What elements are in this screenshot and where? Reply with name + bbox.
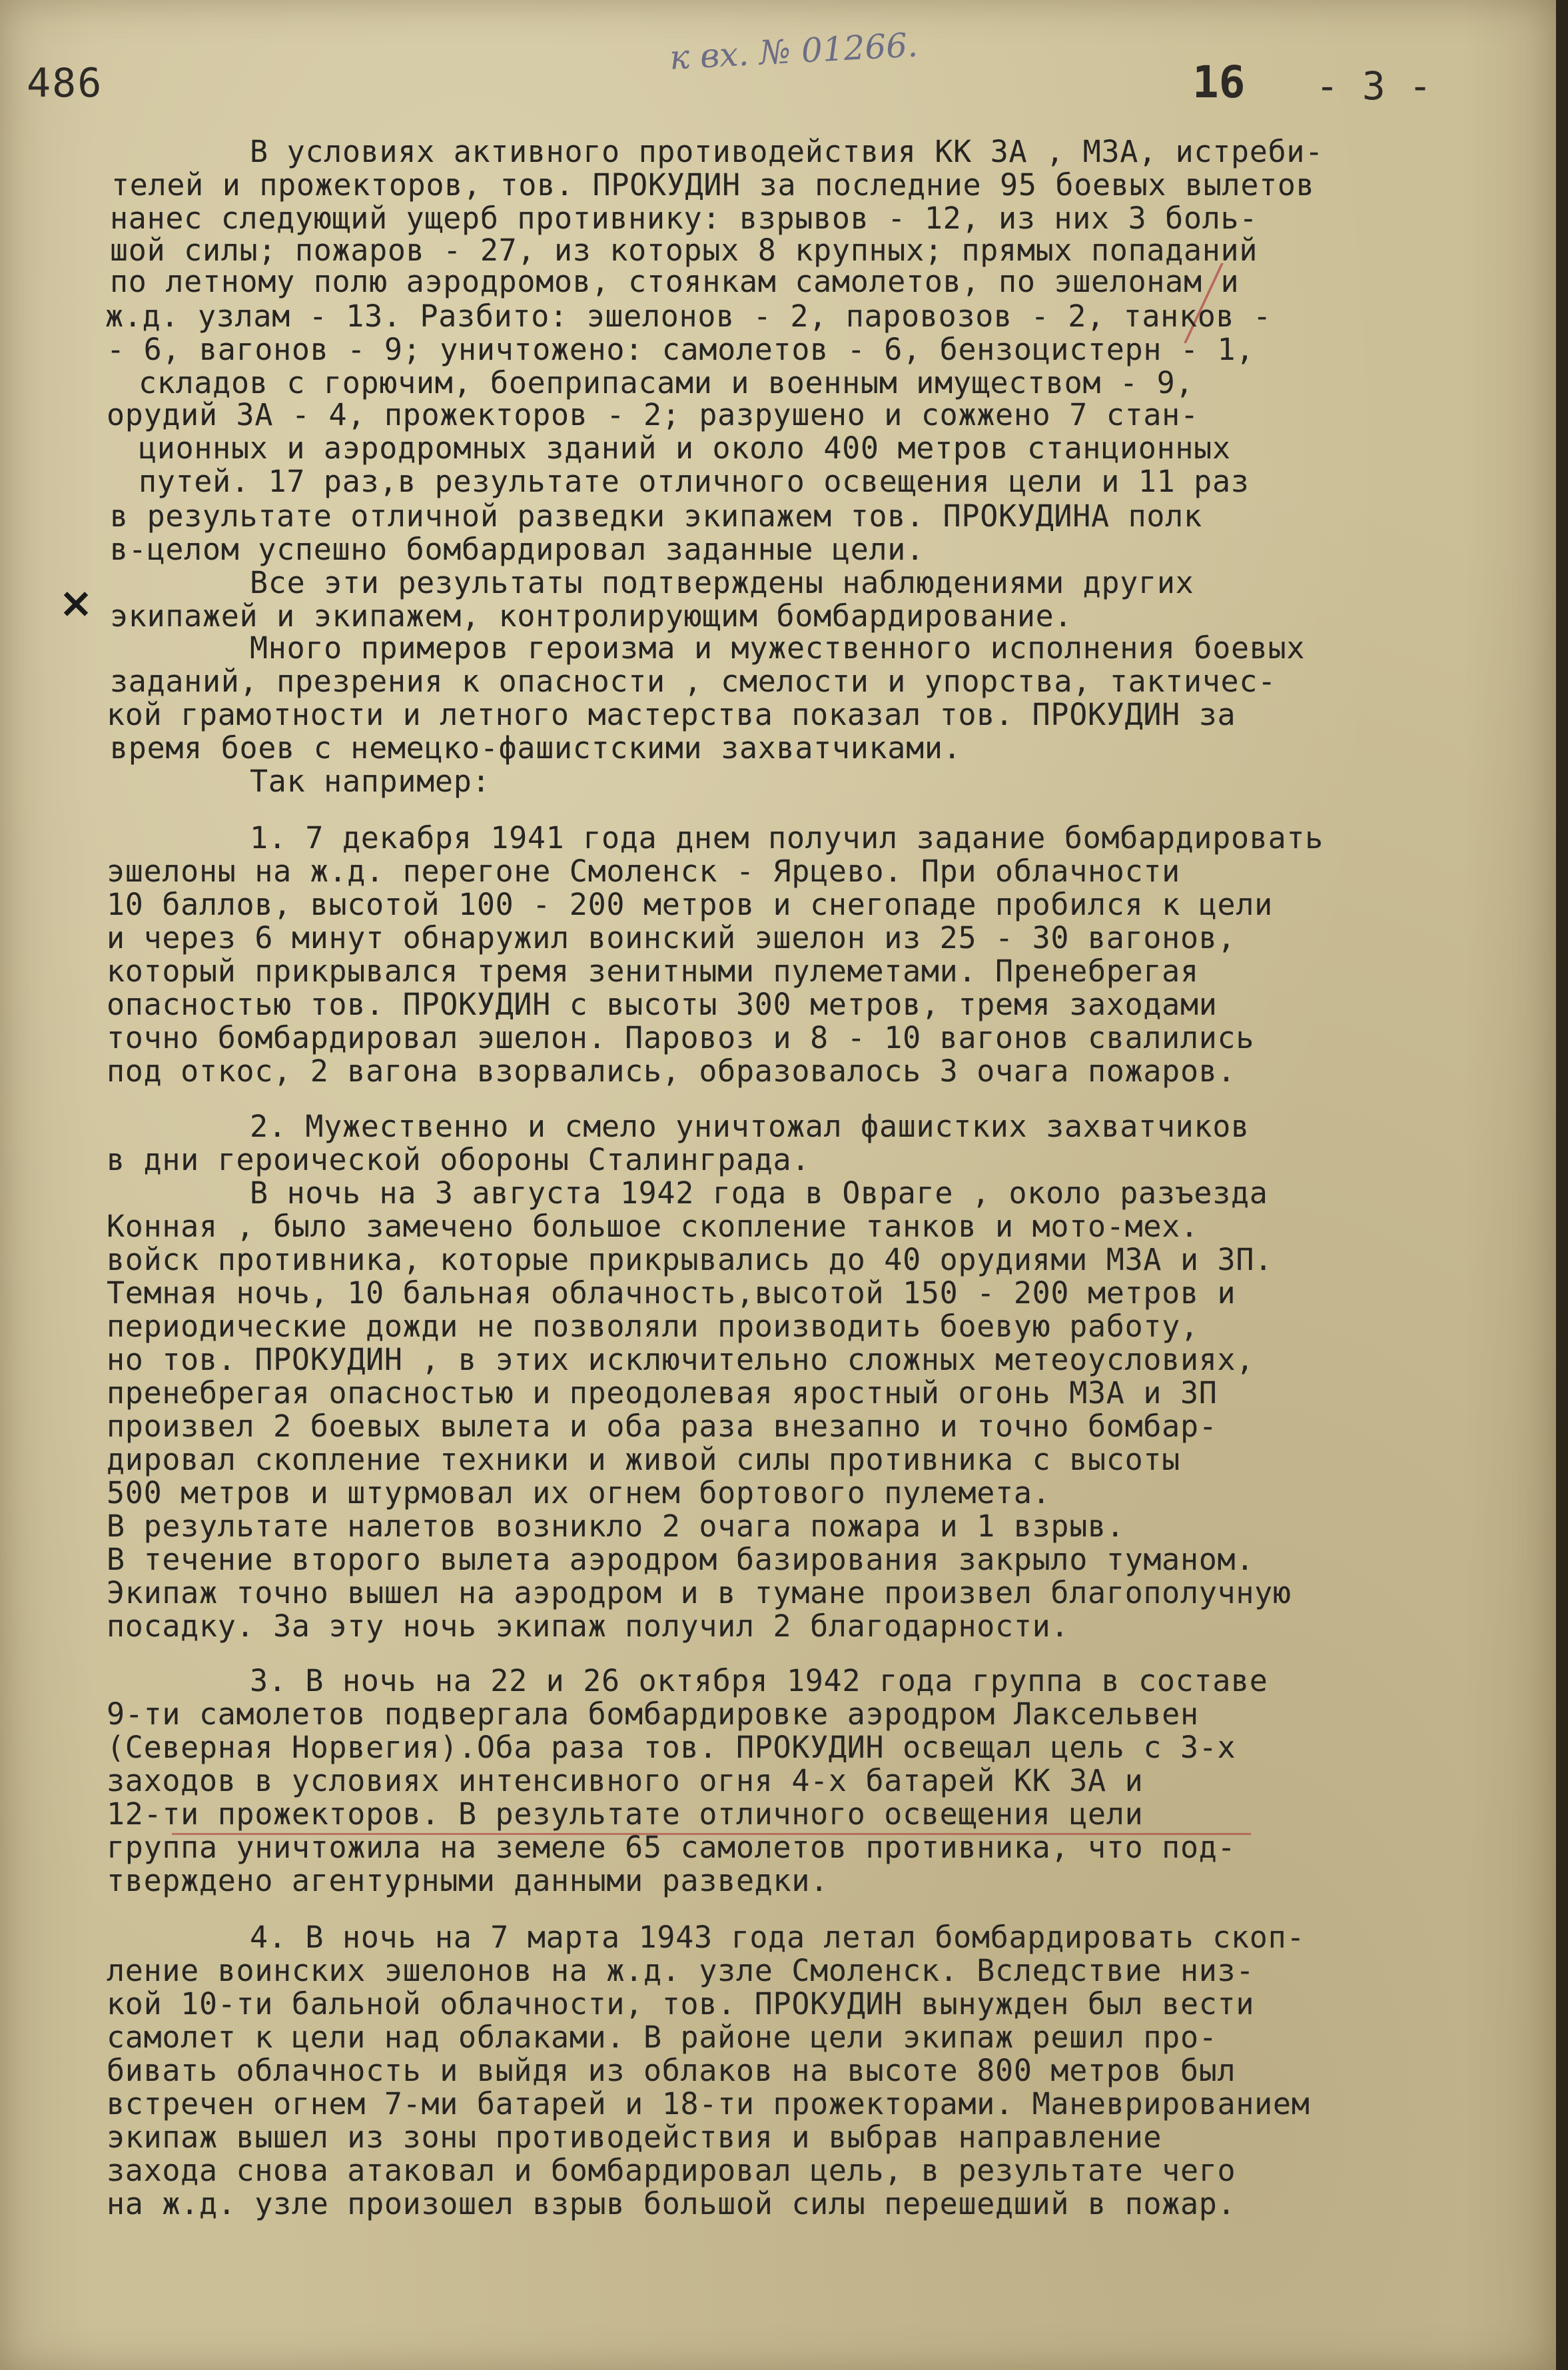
text-line: Темная ночь, 10 бальная облачность,высотой 150 - 200 метров и [107, 1275, 1236, 1311]
archive-number: 486 [27, 60, 103, 107]
text-line: 12-ти прожекторов. В результате отличного освещения цели [107, 1796, 1144, 1832]
text-line: Много примеров героизма и мужественного исполнения боевых [250, 630, 1306, 666]
text-line: орудий ЗА - 4, прожекторов - 2; разрушено и сожжено 7 стан- [107, 397, 1199, 432]
text-line: 1. 7 декабря 1941 года днем получил задание бомбардировать [250, 820, 1324, 856]
text-line: 3. В ночь на 22 и 26 октября 1942 года группа в составе [250, 1663, 1268, 1698]
text-line: В ночь на 3 августа 1942 года в Овраге , около разъезда [250, 1175, 1268, 1211]
text-line: посадку. За эту ночь экипаж получил 2 благодарности. [107, 1608, 1070, 1644]
text-line: захода снова атаковал и бомбардировал цель, в результате чего [107, 2153, 1236, 2188]
text-line: бивать облачность и выйдя из облаков на высоте 800 метров был [107, 2053, 1236, 2088]
text-line: кой грамотности и летного мастерства показал тов. ПРОКУДИН за [107, 697, 1236, 732]
text-line: нанес следующий ущерб противнику: взрывов - 12, из них 3 боль- [110, 201, 1258, 236]
text-line: - 6, вагонов - 9; уничтожено: самолетов - 6, бензоцистерн - 1, [107, 332, 1255, 367]
text-line: периодические дожди не позволяли производить боевую работу, [107, 1309, 1199, 1344]
text-line: кой 10-ти бальной облачности, тов. ПРОКУДИН вынужден был вести [107, 1986, 1255, 2022]
incoming-number-note: к вх. № 01266. [668, 25, 919, 77]
text-line: ж.д. узлам - 13. Разбито: эшелонов - 2, паровозов - 2, танков - [105, 298, 1272, 334]
text-line: Так например: [250, 764, 491, 799]
text-line: телей и прожекторов, тов. ПРОКУДИН за последние 95 боевых вылетов [111, 167, 1315, 203]
text-line: войск противника, которые прикрывались до 40 орудиями МЗА и ЗП. [107, 1242, 1273, 1277]
text-line: В условиях активного противодействия КК ЗА , МЗА, истреби- [250, 134, 1324, 169]
text-line: и через 6 минут обнаружил воинский эшелон из 25 - 30 вагонов, [107, 920, 1236, 955]
text-line: дировал скопление техники и живой силы противника с высоты [107, 1442, 1180, 1477]
text-line: тверждено агентурными данными разведки. [107, 1863, 829, 1898]
text-line: эшелоны на ж.д. перегоне Смоленск - Ярцево. При облачности [107, 854, 1180, 889]
text-line: группа уничтожила на земеле 65 самолетов противника, что под- [107, 1830, 1236, 1865]
text-line: опасностью тов. ПРОКУДИН с высоты 300 метров, тремя заходами [107, 987, 1218, 1022]
text-line: время боев с немецко-фашистскими захватчиками. [110, 730, 962, 766]
text-line: на ж.д. узле произошел взрыв большой силы перешедший в пожар. [107, 2186, 1236, 2221]
text-line: Экипаж точно вышел на аэродром и в тумане произвел благополучную [107, 1575, 1292, 1610]
text-line: экипаж вышел из зоны противодействия и выбрав направление [107, 2119, 1162, 2155]
text-line: в результате отличной разведки экипажем тов. ПРОКУДИНА полк [110, 498, 1202, 534]
text-line: 4. В ночь на 7 марта 1943 года летал бомбардировать скоп- [250, 1920, 1306, 1955]
text-line: заданий, презрения к опасности , смелости и упорства, тактичес- [110, 664, 1276, 699]
text-line: который прикрывался тремя зенитными пулеметами. Пренебрегая [107, 953, 1199, 989]
text-line: в дни героической обороны Сталинграда. [107, 1142, 811, 1177]
sheet-index: - 3 - [1316, 63, 1432, 109]
text-line: ление воинских эшелонов на ж.д. узле Смоленск. Вследствие низ- [107, 1953, 1255, 1988]
text-line: встречен огнем 7-ми батарей и 18-ти прожекторами. Маневрированием [107, 2086, 1310, 2121]
text-line: 9-ти самолетов подвергала бомбардировке аэродром Лаксельвен [107, 1696, 1199, 1732]
text-line: складов с горючим, боеприпасами и военным имуществом - 9, [139, 365, 1194, 400]
text-line: под откос, 2 вагона взорвались, образовалось 3 очага пожаров. [107, 1053, 1236, 1089]
text-line: самолет к цели над облаками. В районе цели экипаж решил про- [107, 2020, 1218, 2055]
text-line: путей. 17 раз,в результате отличного освещения цели и 11 раз [139, 464, 1250, 499]
text-line: в-целом успешно бомбардировал заданные цели. [110, 532, 925, 567]
text-line: (Северная Норвегия).Оба раза тов. ПРОКУДИН освещал цель с 3-х [107, 1730, 1236, 1765]
text-line: 500 метров и штурмовал их огнем бортового пулемета. [107, 1475, 1051, 1510]
text-line: точно бомбардировал эшелон. Паровоз и 8 - 10 вагонов свалились [107, 1020, 1255, 1055]
text-line: Конная , было замечено большое скопление танков и мото-мех. [107, 1209, 1199, 1244]
text-line: произвел 2 боевых вылета и оба раза внезапно и точно бомбар- [107, 1409, 1218, 1444]
text-line: В результате налетов возникло 2 очага пожара и 1 взрыв. [107, 1508, 1125, 1544]
text-line: шой силы; пожаров - 27, из которых 8 крупных; прямых попаданий [110, 233, 1258, 268]
page-number: 16 [1192, 57, 1246, 108]
text-line: но тов. ПРОКУДИН , в этих исключительно сложных метеоусловиях, [107, 1342, 1255, 1377]
text-line: В течение второго вылета аэродром базирования закрыло туманом. [107, 1542, 1255, 1577]
text-line: Все эти результаты подтверждены наблюдениями других [250, 565, 1194, 600]
text-line: пренебрегая опасностью и преодолевая яростный огонь МЗА и ЗП [107, 1375, 1218, 1411]
red-pencil-underline [172, 1833, 1251, 1835]
text-line: по летному полю аэродромов, стоянкам самолетов, по эшелонам и [110, 264, 1240, 299]
margin-cross-mark: × [59, 578, 93, 627]
text-line: 2. Мужественно и смело уничтожал фашистких захватчиков [250, 1109, 1250, 1144]
text-line: экипажей и экипажем, контролирующим бомбардирование. [110, 598, 1073, 634]
text-line: 10 баллов, высотой 100 - 200 метров и снегопаде пробился к цели [107, 887, 1273, 922]
text-line: ционных и аэродромных зданий и около 400 метров станционных [139, 430, 1231, 466]
text-line: заходов в условиях интенсивного огня 4-х батарей КК ЗА и [107, 1763, 1144, 1798]
